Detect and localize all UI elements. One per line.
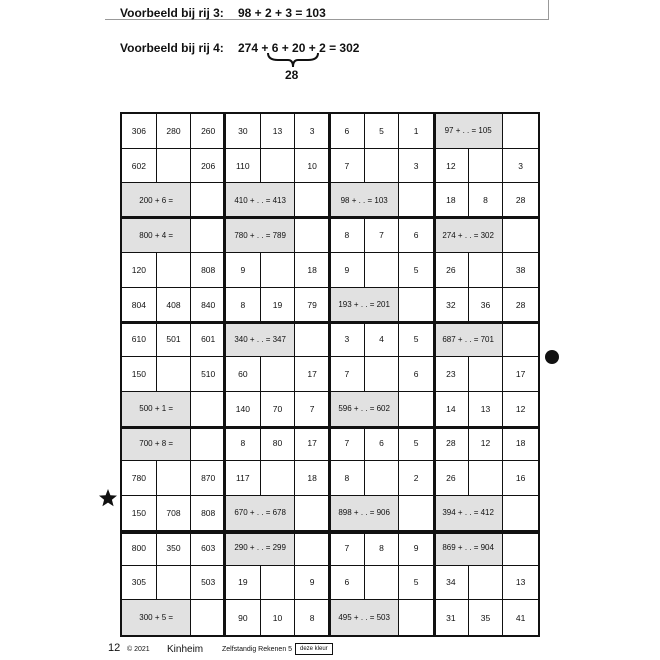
number-cell: 41 bbox=[515, 612, 526, 623]
number-cell: 610 bbox=[122, 322, 157, 357]
number-cell: 31 bbox=[434, 600, 469, 635]
empty-answer-cell[interactable] bbox=[365, 149, 400, 184]
number-cell: 17 bbox=[503, 357, 538, 392]
publisher-brand: Kinheim bbox=[167, 644, 204, 655]
number-cell: 35 bbox=[469, 600, 504, 635]
number-cell: 117 bbox=[226, 461, 261, 496]
number-cell: 30 bbox=[226, 114, 261, 149]
number-cell: 8 bbox=[330, 461, 365, 496]
number-cell: 10 bbox=[261, 600, 296, 635]
curly-brace-icon bbox=[266, 51, 320, 69]
empty-answer-cell[interactable] bbox=[191, 218, 226, 253]
number-cell: 2 bbox=[399, 461, 434, 496]
empty-answer-cell[interactable] bbox=[261, 566, 296, 601]
number-cell: 12 bbox=[434, 149, 469, 184]
sum-prompt-cell: 98 + . . = 103 bbox=[330, 183, 399, 218]
number-cell: 80 bbox=[261, 427, 296, 462]
number-cell: 7 bbox=[330, 531, 365, 566]
number-cell: 280 bbox=[157, 114, 192, 149]
number-cell: 12 bbox=[503, 392, 538, 427]
number-cell: 501 bbox=[157, 322, 192, 357]
number-cell: 9 bbox=[226, 253, 261, 288]
number-cell: 13 bbox=[261, 114, 296, 149]
empty-answer-cell[interactable] bbox=[157, 566, 192, 601]
number-cell: 7 bbox=[330, 427, 365, 462]
number-cell: 38 bbox=[503, 253, 538, 288]
number-cell: 13 bbox=[503, 566, 538, 601]
number-cell: 1 bbox=[399, 114, 434, 149]
number-cell: 18 bbox=[434, 183, 469, 218]
number-cell: 350 bbox=[157, 531, 192, 566]
sum-prompt-cell: 495 + . . = 503 bbox=[330, 600, 399, 635]
sum-prompt-cell: 869 + . . = 904 bbox=[434, 531, 503, 566]
copyright: © 2021 bbox=[127, 646, 150, 653]
sum-prompt-cell: 300 + 5 = bbox=[122, 600, 191, 635]
block-divider bbox=[120, 321, 540, 324]
empty-answer-cell[interactable] bbox=[503, 114, 538, 149]
number-cell: 4 bbox=[365, 322, 400, 357]
empty-answer-cell[interactable] bbox=[191, 392, 226, 427]
number-cell: 708 bbox=[157, 496, 192, 531]
example-row-3-label: Voorbeeld bij rij 3: bbox=[120, 6, 224, 20]
empty-answer-cell[interactable] bbox=[191, 600, 226, 635]
number-cell: 9 bbox=[330, 253, 365, 288]
number-cell: 9 bbox=[295, 566, 330, 601]
empty-answer-cell[interactable] bbox=[157, 357, 192, 392]
number-cell: 780 bbox=[122, 461, 157, 496]
number-cell: 510 bbox=[191, 357, 226, 392]
empty-answer-cell[interactable] bbox=[399, 183, 434, 218]
number-cell: 8 bbox=[226, 288, 261, 323]
empty-answer-cell[interactable] bbox=[295, 322, 330, 357]
sum-prompt-cell: 500 + 1 = bbox=[122, 392, 191, 427]
empty-answer-cell[interactable] bbox=[295, 218, 330, 253]
sum-prompt-cell: 670 + . . = 678 bbox=[226, 496, 295, 531]
sum-prompt-cell: 290 + . . = 299 bbox=[226, 531, 295, 566]
empty-answer-cell[interactable] bbox=[399, 600, 434, 635]
series-title: Zelfstandig Rekenen 5 bbox=[222, 646, 293, 653]
number-cell: 28 bbox=[434, 427, 469, 462]
sum-prompt-cell: 193 + . . = 201 bbox=[330, 288, 399, 323]
number-cell: 5 bbox=[365, 114, 400, 149]
number-cell: 5 bbox=[399, 322, 434, 357]
sum-prompt-cell: 340 + . . = 347 bbox=[226, 322, 295, 357]
empty-answer-cell[interactable] bbox=[191, 427, 226, 462]
number-cell: 28 bbox=[503, 183, 538, 218]
sum-prompt-cell: 97 + . . = 105 bbox=[434, 114, 503, 149]
number-cell: 14 bbox=[434, 392, 469, 427]
empty-answer-cell[interactable] bbox=[191, 183, 226, 218]
number-cell: 18 bbox=[295, 253, 330, 288]
color-stamp: deze kleur bbox=[295, 643, 333, 655]
empty-answer-cell[interactable] bbox=[295, 496, 330, 531]
number-cell: 6 bbox=[330, 114, 365, 149]
number-cell: 26 bbox=[434, 461, 469, 496]
empty-answer-cell[interactable] bbox=[261, 149, 296, 184]
example-row-4-equation: 274 + 6 + 20 + 2 = 302 bbox=[238, 41, 360, 55]
number-cell: 19 bbox=[226, 566, 261, 601]
sum-prompt-cell: 687 + . . = 701 bbox=[434, 322, 503, 357]
number-cell: 808 bbox=[191, 496, 226, 531]
sum-prompt-cell: 274 + . . = 302 bbox=[434, 218, 503, 253]
number-cell: 800 bbox=[122, 531, 157, 566]
number-cell: 260 bbox=[191, 114, 226, 149]
number-cell: 804 bbox=[122, 288, 157, 323]
number-cell: 18 bbox=[503, 427, 538, 462]
empty-answer-cell[interactable] bbox=[469, 253, 504, 288]
number-cell: 12 bbox=[469, 427, 504, 462]
number-cell: 840 bbox=[191, 288, 226, 323]
empty-answer-cell[interactable] bbox=[365, 461, 400, 496]
example-row-4-label: Voorbeeld bij rij 4: bbox=[120, 41, 224, 55]
empty-answer-cell[interactable] bbox=[503, 496, 538, 531]
number-cell: 17 bbox=[295, 357, 330, 392]
empty-answer-cell[interactable] bbox=[399, 496, 434, 531]
number-cell: 7 bbox=[330, 149, 365, 184]
empty-answer-cell[interactable] bbox=[469, 566, 504, 601]
number-cell: 10 bbox=[295, 149, 330, 184]
number-cell: 5 bbox=[399, 253, 434, 288]
sum-prompt-cell: 394 + . . = 412 bbox=[434, 496, 503, 531]
example-row-3-equation: 98 + 2 + 3 = 103 bbox=[238, 6, 326, 20]
brace-sum: 28 bbox=[285, 68, 299, 82]
number-cell: 503 bbox=[191, 566, 226, 601]
block-divider bbox=[120, 216, 540, 219]
number-cell: 90 bbox=[226, 600, 261, 635]
number-cell: 9 bbox=[399, 531, 434, 566]
page-number: 12 bbox=[108, 642, 121, 654]
sum-prompt-cell: 800 + 4 = bbox=[122, 218, 191, 253]
number-cell: 60 bbox=[226, 357, 261, 392]
number-cell: 3 bbox=[330, 322, 365, 357]
number-cell: 70 bbox=[261, 392, 296, 427]
number-cell: 23 bbox=[434, 357, 469, 392]
number-cell: 3 bbox=[399, 149, 434, 184]
number-cell: 120 bbox=[122, 253, 157, 288]
number-cell: 140 bbox=[226, 392, 261, 427]
number-cell: 5 bbox=[399, 566, 434, 601]
empty-answer-cell[interactable] bbox=[469, 461, 504, 496]
number-cell: 110 bbox=[226, 149, 261, 184]
star-icon bbox=[98, 488, 118, 508]
number-cell: 408 bbox=[157, 288, 192, 323]
number-cell: 18 bbox=[295, 461, 330, 496]
empty-answer-cell[interactable] bbox=[157, 149, 192, 184]
number-cell: 36 bbox=[469, 288, 504, 323]
empty-answer-cell[interactable] bbox=[503, 322, 538, 357]
number-cell: 8 bbox=[469, 183, 504, 218]
number-cell: 32 bbox=[434, 288, 469, 323]
empty-answer-cell[interactable] bbox=[503, 218, 538, 253]
number-cell: 19 bbox=[261, 288, 296, 323]
sum-prompt-cell: 780 + . . = 789 bbox=[226, 218, 295, 253]
number-cell: 808 bbox=[191, 253, 226, 288]
empty-answer-cell[interactable] bbox=[261, 461, 296, 496]
number-cell: 7 bbox=[295, 392, 330, 427]
sum-prompt-cell: 410 + . . = 413 bbox=[226, 183, 295, 218]
number-cell: 8 bbox=[365, 531, 400, 566]
number-cell: 5 bbox=[399, 427, 434, 462]
number-cell: 305 bbox=[122, 566, 157, 601]
number-cell: 34 bbox=[434, 566, 469, 601]
number-cell: 7 bbox=[330, 357, 365, 392]
empty-answer-cell[interactable] bbox=[295, 183, 330, 218]
empty-answer-cell[interactable] bbox=[261, 357, 296, 392]
block-divider bbox=[433, 112, 436, 637]
empty-answer-cell[interactable] bbox=[365, 566, 400, 601]
empty-answer-cell[interactable] bbox=[295, 531, 330, 566]
number-cell: 6 bbox=[399, 218, 434, 253]
number-cell: 206 bbox=[191, 149, 226, 184]
number-cell: 17 bbox=[295, 427, 330, 462]
block-divider bbox=[328, 112, 331, 637]
sum-prompt-cell: 700 + 8 = bbox=[122, 427, 191, 462]
number-cell: 150 bbox=[122, 357, 157, 392]
empty-answer-cell[interactable] bbox=[365, 357, 400, 392]
number-cell: 870 bbox=[191, 461, 226, 496]
number-cell: 8 bbox=[295, 600, 330, 635]
block-divider bbox=[120, 426, 540, 429]
block-divider bbox=[120, 531, 540, 534]
number-cell: 603 bbox=[191, 531, 226, 566]
number-cell: 79 bbox=[295, 288, 330, 323]
number-cell: 16 bbox=[503, 461, 538, 496]
number-cell: 6 bbox=[365, 427, 400, 462]
number-cell: 8 bbox=[226, 427, 261, 462]
empty-answer-cell[interactable] bbox=[469, 149, 504, 184]
number-cell: 26 bbox=[434, 253, 469, 288]
empty-answer-cell[interactable] bbox=[399, 392, 434, 427]
empty-answer-cell[interactable] bbox=[399, 288, 434, 323]
empty-answer-cell[interactable] bbox=[157, 253, 192, 288]
number-cell: 602 bbox=[122, 149, 157, 184]
number-cell: 7 bbox=[365, 218, 400, 253]
sum-prompt-cell: 200 + 6 = bbox=[122, 183, 191, 218]
number-cell: 28 bbox=[503, 288, 538, 323]
number-cell: 306 bbox=[122, 114, 157, 149]
number-cell: 6 bbox=[399, 357, 434, 392]
number-cell: 13 bbox=[469, 392, 504, 427]
empty-answer-cell[interactable] bbox=[503, 531, 538, 566]
block-divider bbox=[223, 112, 226, 637]
number-cell: 3 bbox=[295, 114, 330, 149]
number-cell: 3 bbox=[503, 149, 538, 184]
number-cell: 8 bbox=[330, 218, 365, 253]
empty-answer-cell[interactable] bbox=[261, 253, 296, 288]
empty-answer-cell[interactable] bbox=[469, 357, 504, 392]
sum-prompt-cell: 898 + . . = 906 bbox=[330, 496, 399, 531]
empty-answer-cell[interactable] bbox=[157, 461, 192, 496]
empty-answer-cell[interactable] bbox=[365, 253, 400, 288]
bullet-marker-icon bbox=[545, 350, 559, 364]
number-cell: 150 bbox=[122, 496, 157, 531]
sum-prompt-cell: 596 + . . = 602 bbox=[330, 392, 399, 427]
number-cell: 6 bbox=[330, 566, 365, 601]
number-cell: 601 bbox=[191, 322, 226, 357]
